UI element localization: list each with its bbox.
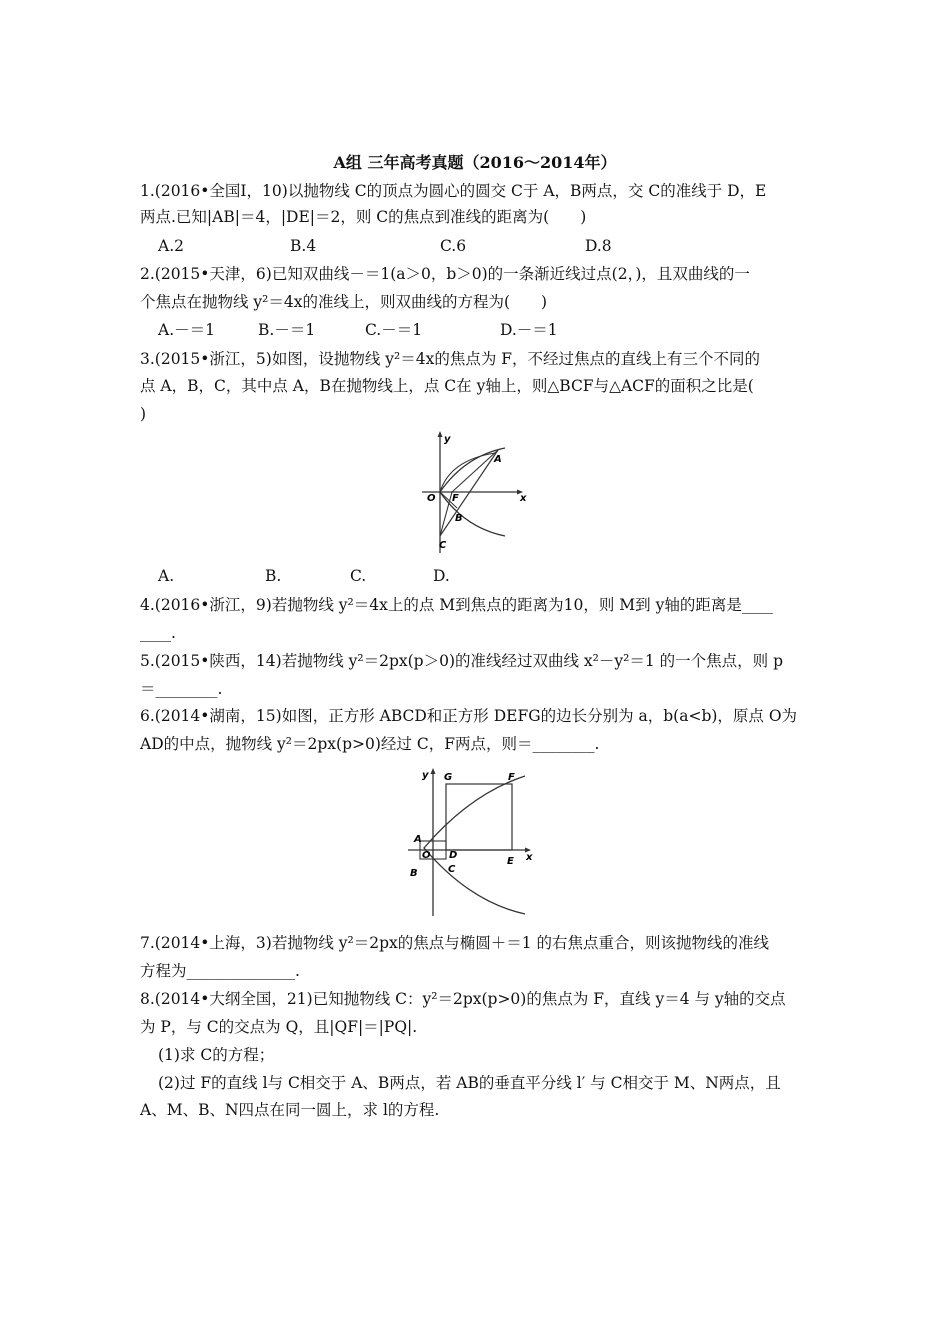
question-2-line-1: 2.(2015•天津，6)已知双曲线－＝1(a＞0，b＞0)的一条渐近线过点(2，)，且双曲线的一 — [140, 265, 750, 283]
question-2-option-c: C.－＝1 — [365, 321, 423, 339]
question-1-line-2: 两点.已知|AB|＝4，|DE|＝2，则 C的焦点到准线的距离为( ) — [140, 208, 587, 226]
question-1-option-a: A.2 — [158, 237, 184, 255]
q3-label-a: A — [494, 454, 502, 465]
q6-label-d: D — [449, 850, 458, 861]
question-8-part-1: (1)求 C的方程； — [158, 1046, 275, 1064]
q3-label-f: F — [452, 493, 459, 504]
q6-label-o: O — [422, 850, 431, 861]
q6-label-e: E — [507, 856, 514, 867]
q6-label-y: y — [422, 770, 429, 781]
question-3-line-3: ) — [140, 405, 147, 423]
question-8-line-1: 8.(2014•大纲全国，21)已知抛物线 C：y²＝2px(p>0)的焦点为 F，直线 y＝4 与 y轴的交点 — [140, 990, 786, 1008]
question-2-option-d: D.－＝1 — [500, 321, 558, 339]
question-1-option-b: B.4 — [290, 237, 317, 255]
question-5-line-1: 5.(2015•陕西，14)若抛物线 y²＝2px(p＞0)的准线经过双曲线 x²－y²＝1 的一个焦点，则 p — [140, 652, 783, 670]
question-5-line-2: ＝________. — [140, 680, 223, 698]
question-3-option-d: D. — [433, 567, 450, 585]
question-1-line-1: 1.(2016•全国Ⅰ，10)以抛物线 C的顶点为圆心的圆交 C于 A，B两点，交 C的准线于 D，E — [140, 182, 767, 200]
question-7-line-2: 方程为______________. — [140, 962, 300, 980]
question-8-part-2-line-2: A、M、B、N四点在同一圆上，求 l的方程. — [140, 1101, 440, 1119]
q6-label-b: B — [410, 868, 418, 879]
question-8-part-2-line-1: (2)过 F的直线 l与 C相交于 A、B两点，若 AB的垂直平分线 l′ 与 C相交于 M、N两点，且 — [158, 1074, 781, 1092]
q3-label-c: C — [439, 540, 447, 551]
question-1-option-c: C.6 — [440, 237, 467, 255]
q6-label-f: F — [508, 772, 515, 783]
question-2-option-b: B.－＝1 — [258, 321, 316, 339]
question-2-option-a: A.－＝1 — [158, 321, 215, 339]
question-7-line-1: 7.(2014•上海，3)若抛物线 y²＝2px的焦点与椭圆＋＝1 的右焦点重合，则该抛物线的准线 — [140, 934, 770, 952]
question-4-line-1: 4.(2016•浙江，9)若抛物线 y²＝4x上的点 M到焦点的距离为10，则 M到 y轴的距离是____ — [140, 596, 773, 614]
question-2-line-2: 个焦点在抛物线 y²＝4x的准线上，则双曲线的方程为( ) — [140, 293, 548, 311]
question-3-option-b: B. — [265, 567, 282, 585]
question-3-figure — [410, 428, 540, 558]
q3-label-y: y — [444, 434, 451, 445]
q6-label-g: G — [444, 772, 453, 783]
q6-label-a: A — [414, 834, 422, 845]
question-6-line-2: AD的中点，抛物线 y²＝2px(p>0)经过 C，F两点，则＝________. — [140, 735, 600, 753]
question-4-line-2: ____. — [140, 624, 176, 642]
question-6-figure — [400, 764, 545, 920]
q3-label-o: O — [427, 493, 436, 504]
q3-label-x: x — [520, 493, 527, 504]
q6-label-c: C — [448, 864, 456, 875]
q6-label-x: x — [526, 852, 533, 863]
question-1-option-d: D.8 — [585, 237, 612, 255]
q3-label-b: B — [455, 513, 463, 524]
question-3-line-1: 3.(2015•浙江，5)如图，设抛物线 y²＝4x的焦点为 F，不经过焦点的直线上有三个不同的 — [140, 350, 761, 368]
question-3-line-2: 点 A，B，C，其中点 A，B在抛物线上，点 C在 y轴上，则△BCF与△ACF的面积之比是( — [140, 377, 754, 395]
section-title: A组 三年高考真题（2016～2014年） — [333, 153, 617, 172]
question-3-option-c: C. — [350, 567, 367, 585]
question-3-option-a: A. — [158, 567, 175, 585]
question-6-line-1: 6.(2014•湖南，15)如图，正方形 ABCD和正方形 DEFG的边长分别为 a，b(a<b)，原点 O为 — [140, 707, 798, 725]
question-8-line-2: 为 P，与 C的交点为 Q，且|QF|＝|PQ|. — [140, 1018, 418, 1036]
